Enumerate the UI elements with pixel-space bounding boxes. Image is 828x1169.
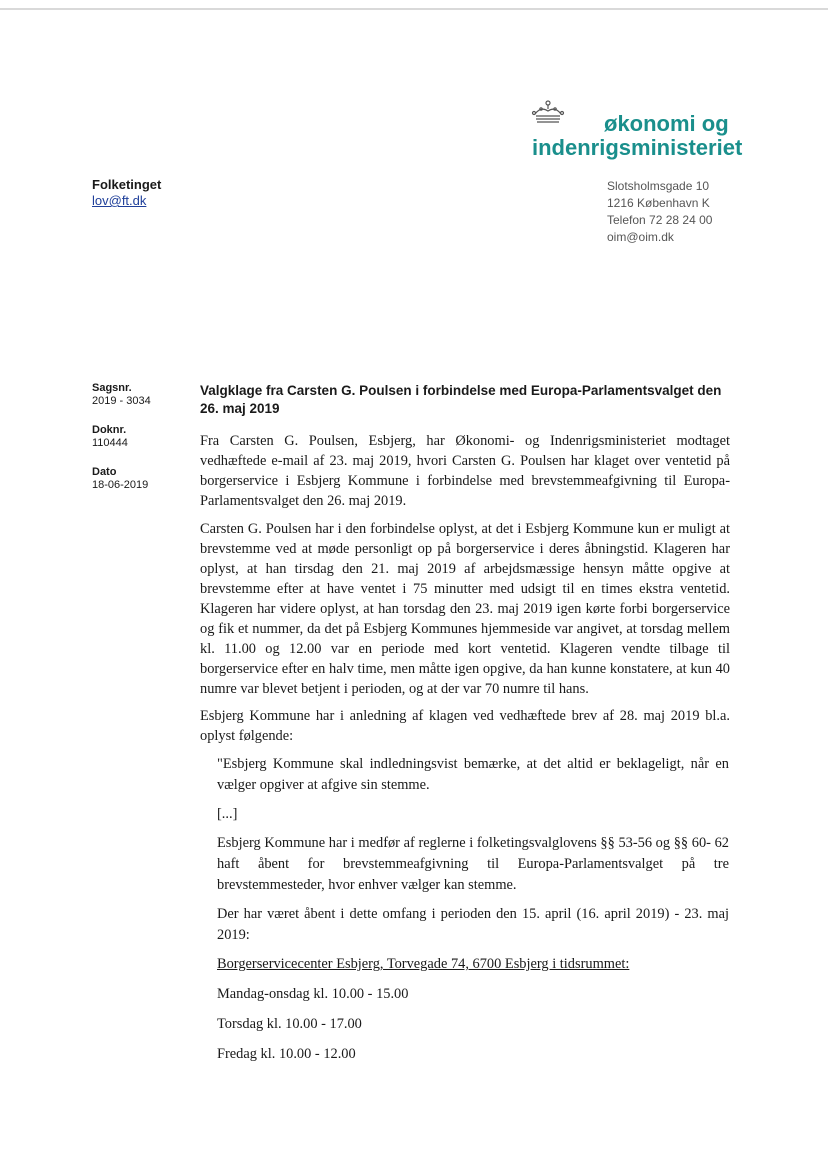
paragraph-2: Carsten G. Poulsen har i den forbindelse oplyst, at det i Esbjerg Kommune kun er muligt at brevstemme ved at møde personligt op på borgerservice i deres åbningstid. Klageren har oplyst, at han tirsdag den 21. maj 2019 af arbejdsmæssige hensyn måtte opgive at brevstemme efter at have ventet i 75 minutter med udsigt til en times ekstra ventetid. Klageren har videre oplyst, at han torsdag den 23. maj 2019 igen kørte forbi borgerservice og fik et nummer, da det på Esbjerg Kommunes hjemmeside var angivet, at torsdag mellem kl. 11.00 og 12.00 var en periode med kort ventetid. Klageren vendte tilbage til borgerservice efter en halv time, men måtte igen opgive, da han kunne konstatere, at kun 40 numre var blevet betjent i perioden, og at der var 70 numre til hans.: [200, 521, 730, 697]
sagsnr-block: [92, 382, 151, 408]
address-phone: Telefon 72 28 24 00: [607, 213, 713, 227]
doknr-value: 110444: [92, 437, 128, 449]
quote-paragraph-2: Esbjerg Kommune har i medfør af reglerne i folketingsvalglovens §§ 53-56 og §§ 60- 62 haft åbent for brevstemmeafgivning til Europa-Parlamentsvalget på tre brevstemmesteder, hvor enhver vælger kan stemme.: [217, 835, 729, 893]
sender-address: [607, 178, 712, 246]
recipient-name: Folketinget: [92, 177, 162, 192]
quote-paragraph-3: Der har været åbent i dette omfang i perioden den 15. april (16. april 2019) - 23. maj 2019:: [217, 906, 729, 943]
quote-paragraph-1: "Esbjerg Kommune skal indledningsvist bemærke, at det altid er beklageligt, når en vælger opgiver at afgive sin stemme.: [217, 756, 729, 793]
quote-ellipsis: [...]: [217, 806, 238, 822]
crown-icon: [531, 100, 565, 132]
address-street: Slotsholmsgade 10: [607, 179, 710, 193]
recipient-email-link[interactable]: lov@ft.dk: [92, 193, 147, 208]
dato-value: 18-06-2019: [92, 479, 149, 491]
paragraph-1: Fra Carsten G. Poulsen, Esbjerg, har Økonomi- og Indenrigsministeriet modtaget vedhæftede e-mail af 23. maj 2019, hvori Carsten G. Poulsen har klaget over ventetid på borgerservice i Esbjerg Kommune i forbindelse med brevstemmeafgivning til Europa-Parlamentsvalget den 26. maj 2019.: [200, 433, 730, 509]
scan-edge-line: [0, 8, 828, 10]
hours-mon-wed: Mandag-onsdag kl. 10.00 - 15.00: [217, 986, 409, 1002]
address-city: 1216 København K: [607, 196, 710, 210]
recipient-block: [92, 177, 161, 209]
letter-title: Valgklage fra Carsten G. Poulsen i forbindelse med Europa-Parlamentsvalget den 26. maj 2019: [200, 383, 722, 416]
sagsnr-value: 2019 - 3034: [92, 395, 151, 407]
logo-line-1: økonomi og: [604, 111, 729, 136]
dato-block: [92, 466, 148, 492]
dato-label: Dato: [92, 466, 117, 478]
quote-location-heading: Borgerservicecenter Esbjerg, Torvegade 74, 6700 Esbjerg i tidsrummet:: [217, 956, 630, 972]
doknr-block: [92, 424, 128, 450]
paragraph-3: Esbjerg Kommune har i anledning af klagen ved vedhæftede brev af 28. maj 2019 bl.a. oplyst følgende:: [200, 708, 730, 744]
doknr-label: Doknr.: [92, 424, 127, 436]
hours-friday: Fredag kl. 10.00 - 12.00: [217, 1046, 356, 1062]
hours-thursday: Torsdag kl. 10.00 - 17.00: [217, 1016, 362, 1032]
address-email: oim@oim.dk: [607, 230, 674, 244]
logo-line-2: indenrigsministeriet: [532, 135, 743, 160]
sagsnr-label: Sagsnr.: [92, 382, 132, 394]
